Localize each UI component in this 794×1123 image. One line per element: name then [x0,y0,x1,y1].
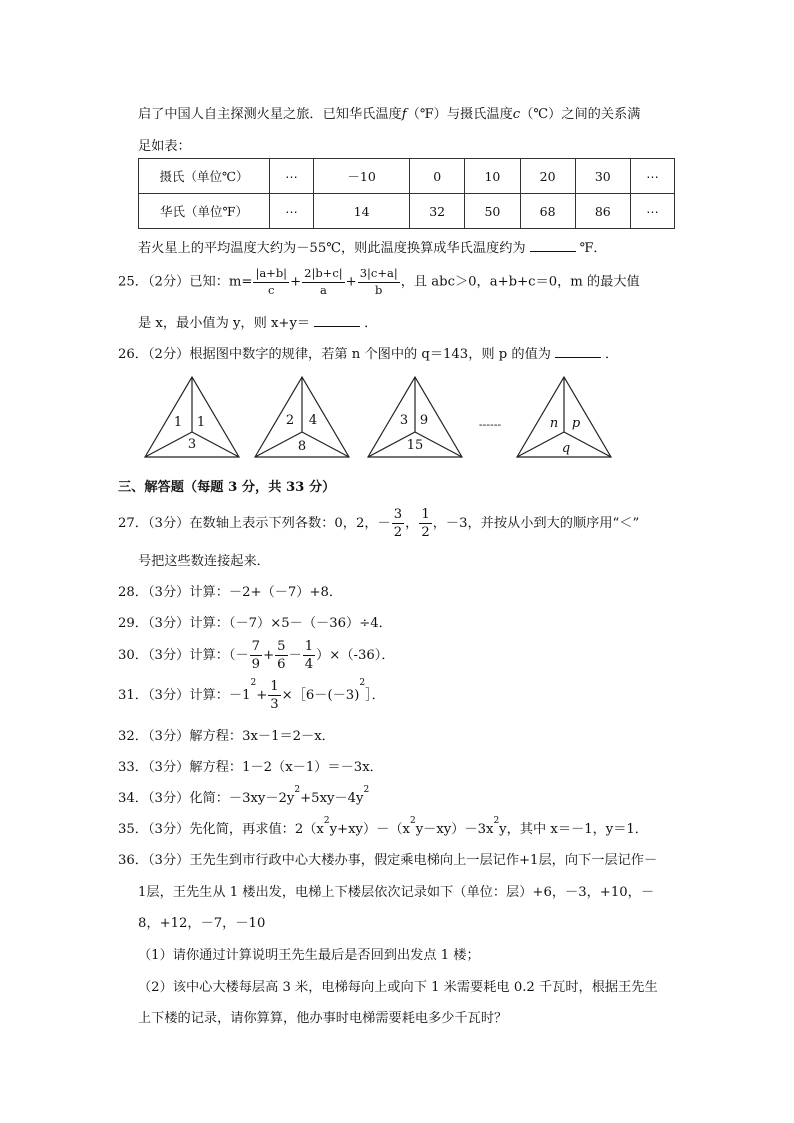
table-cell: －10 [314,159,410,194]
answer-blank [555,345,601,358]
q28-line: 28．（3分）计算：－2+（－7）+8． [118,585,343,600]
figure-number: 2 [285,413,295,428]
q36-part-2-line-1: （2）该中心大楼每层高 3 米，电梯每向上或向下 1 米需要耗电 0.2 千瓦时，根据王先生 [138,980,658,995]
answer-blank [314,314,360,327]
table-cell: ⋯ [270,194,314,229]
q33-line: 33．（3分）解方程：1－2（x－1）＝－3x． [118,760,383,775]
q36-line-3: 8，+12，－7，－10 [138,916,266,931]
figure-number: 4 [308,413,318,428]
intro-line-1: 启了中国人自主探测火星之旅．已知华氏温度f（℉）与摄氏温度c（℃）之间的关系满 [138,107,641,122]
fraction: $\frac{5}{6}$ [277,639,286,673]
fraction: $\frac{2|b+c|}{a}$ [304,266,343,297]
q30-line: 30．（3分）计算：（－ $\frac{7}{9}$ + $\frac{5}{6}$ － $\frac{1}{4}$ ）×（-36）． [118,639,395,673]
figure-variable: p [571,416,581,431]
q25-line-2: 是 x，最小值为 y，则 x+y＝ ． [138,316,378,331]
q36-part-1: （1）请你通过计算说明王先生最后是否回到出发点 1 楼； [138,948,480,963]
fraction: $\frac{1}{4}$ [304,639,314,673]
table-cell: 50 [465,194,520,229]
section-heading: 三、解答题（每题 3 分，共 33 分） [118,480,336,495]
figure-number: 9 [419,413,429,428]
figure-number: 8 [297,439,307,454]
fraction: $\frac{1}{3}$ [270,679,279,713]
table-cell: 68 [520,194,575,229]
table-cell: ⋯ [270,159,314,194]
table-cell: 摄氏（单位℃） [139,159,270,194]
q29-line: 29．（3分）计算：（－7）×5－（－36）÷4． [118,616,392,631]
temperature-table [138,158,675,229]
figure-number: 1 [173,415,183,430]
table-cell: 华氏（单位℉） [139,194,270,229]
figure-number: 1 [196,415,206,430]
table-cell: 30 [575,159,630,194]
q36-line-1: 36．（3分）王先生到市行政中心大楼办事，假定乘电梯向上一层记作+1层，向下一层记作－ [118,853,658,868]
table-cell: 0 [410,159,465,194]
table-row [139,159,675,194]
q36-part-2-line-2: 上下楼的记录，请你算算，他办事时电梯需要耗电多少千瓦时？ [138,1011,508,1026]
figure-variable: q [561,441,571,456]
fraction: $\frac{|a+b|}{c}$ [255,266,288,297]
q35-line: 35．（3分）先化简，再求值：$2(x^2y+xy)-(x^2y-xy)-3x^2y$，其中 x＝－1，y＝1． [118,816,648,837]
q27-line-2: 号把这些数连接起来． [138,554,270,569]
fraction: $\frac{3}{2}$ [393,507,403,541]
table-cell: 32 [410,194,465,229]
answer-blank [530,239,576,252]
figure-number: 15 [406,438,424,453]
figure-number: 3 [187,437,197,452]
figure-number: 3 [399,413,409,428]
intro-line-2: 足如表： [138,139,191,154]
figure-variable: n [549,416,559,431]
table-cell: ⋯ [630,159,674,194]
q36-line-2: 1层，王先生从 1 楼出发，电梯上下楼层依次记录如下（单位：层）+6，－3，+10，－ [138,885,655,900]
table-cell: 10 [465,159,520,194]
q34-line: 34．（3分）化简：$-3xy-2y^2+5xy-4y^2$ [118,785,370,806]
table-cell: 86 [575,194,630,229]
figure-ellipsis: ------ [478,418,502,431]
fraction: $\frac{3|c+a|}{b}$ [359,266,398,297]
q24-tail: 若火星上的平均温度大约为－55℃，则此温度换算成华氏温度约为 ℉． [138,241,607,256]
q25-line-1: 25．（2分）已知：m= $\frac{|a+b|}{c}$ + $\frac{2|b+c|}{a}$ + $\frac{3|c+a|}{b}$ ，且 abc＞0，a+b+c＝0，m 的最大值 [118,266,640,297]
fraction: $\frac{7}{9}$ [251,639,261,673]
q32-line: 32．（3分）解方程：3x－1＝2－x． [118,729,335,744]
table-row [139,194,675,229]
q31-line: 31．（3分）计算：$-1^2+$ $\frac{1}{3}$ $\times[6-(-3)^2]$． [118,678,385,713]
triangle-figures [120,375,620,465]
fraction: $\frac{1}{2}$ [421,507,430,541]
table-cell: ⋯ [630,194,674,229]
q27-line-1: 27．（3分）在数轴上表示下列各数：0，2，－ $\frac{3}{2}$ ， $\frac{1}{2}$ ，－3，并按从小到大的顺序用“＜” [118,507,640,541]
table-cell: 14 [314,194,410,229]
table-cell: 20 [520,159,575,194]
q26-line: 26．（2分）根据图中数字的规律，若第 n 个图中的 q＝143，则 p 的值为 ． [118,347,619,362]
